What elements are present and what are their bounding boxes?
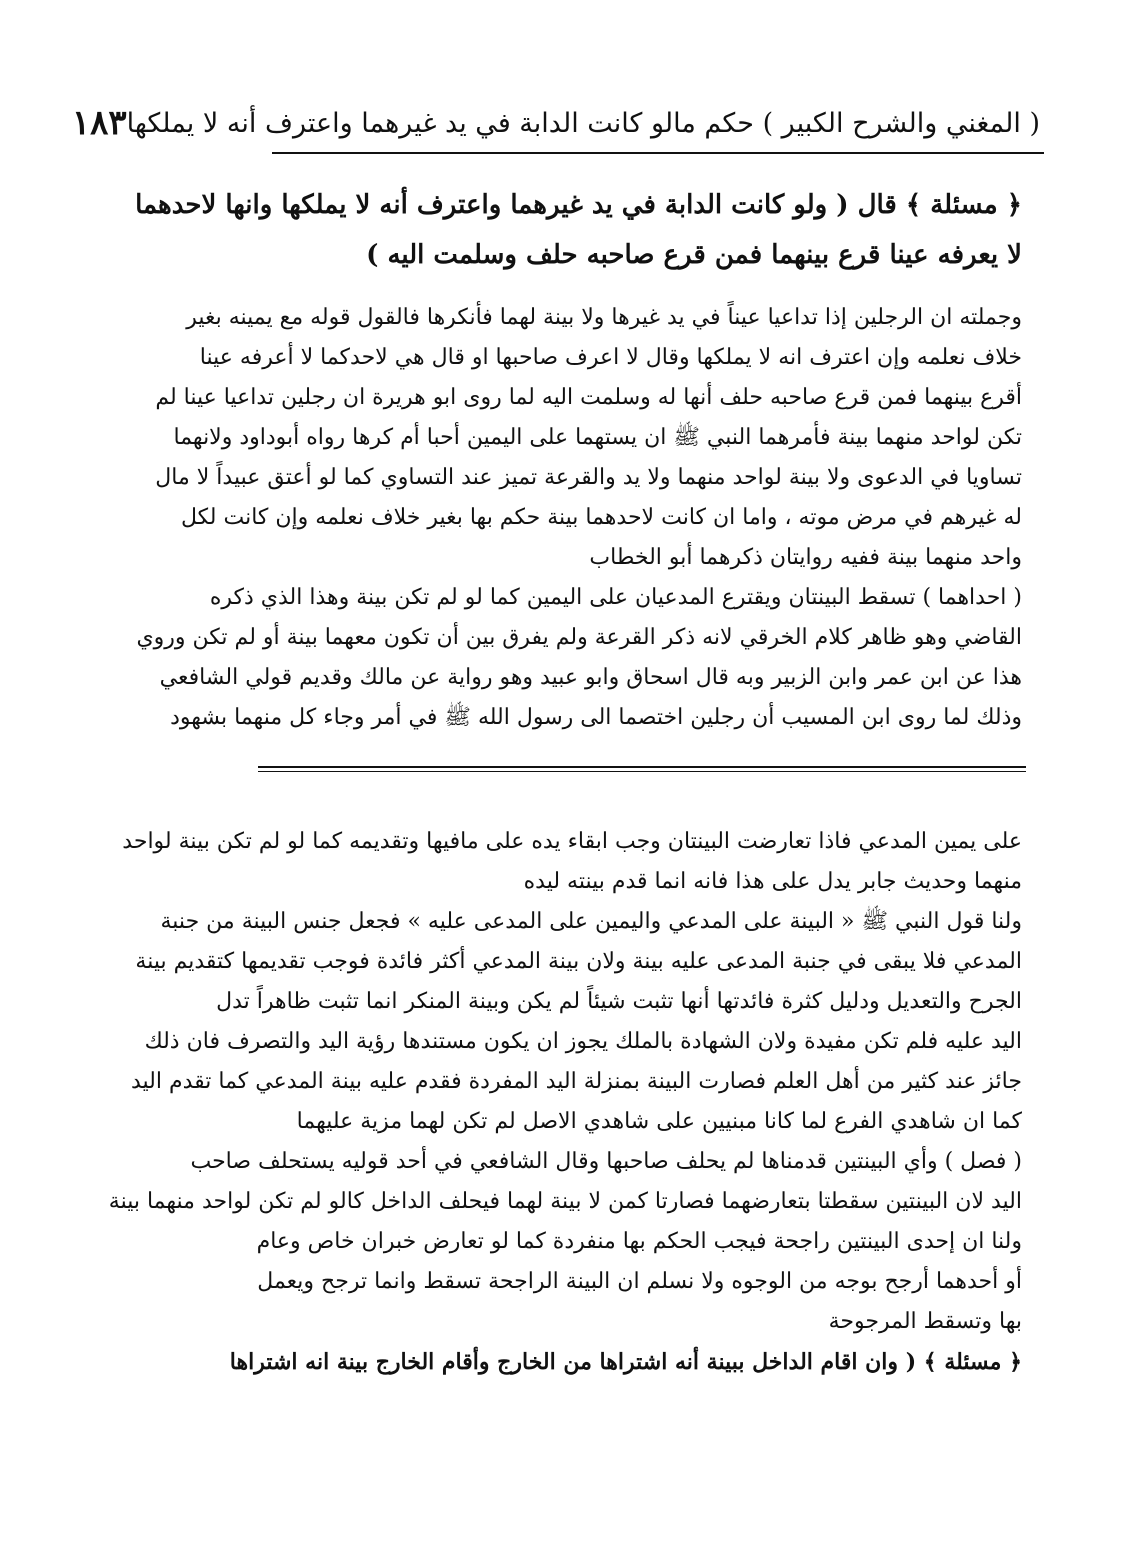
- text-line: هذا عن ابن عمر وابن الزبير وبه قال اسحاق وابو عبيد وهو رواية عن مالك وقديم قولي الشافعي: [159, 665, 1022, 690]
- main-text: [136, 298, 1022, 738]
- masala-heading: [135, 180, 1022, 280]
- text-line: له غيرهم في مرض موته ، واما ان كانت لاحدهما بينة حكم بها بغير خلاف نعلمه وإن كانت لكل: [181, 505, 1022, 530]
- text-line: أو أحدهما أرجح بوجه من الوجوه ولا نسلم ان البينة الراجحة تسقط وانما ترجح ويعمل: [257, 1269, 1022, 1294]
- text-line: ولنا قول النبي ﷺ « البينة على المدعي واليمين على المدعى عليه » فجعل جنس البينة من جنبة: [160, 909, 1022, 934]
- running-title: ( المغني والشرح الكبير ) حكم مالو كانت الدابة في يد غيرهما واعترف أنه لا يملكها: [126, 107, 1040, 139]
- text-line: اليد لان البينتين سقطتا بتعارضهما فصارتا كمن لا بينة لهما فيحلف الداخل كالو لم تكن لواحد منهما بينة: [108, 1189, 1022, 1214]
- page-header: [71, 100, 1040, 146]
- text-line: اليد عليه فلم تكن مفيدة ولان الشهادة بالملك يجوز ان يكون مستندها رؤية اليد والتصرف فان ذلك: [144, 1029, 1022, 1054]
- text-line: وجملته ان الرجلين إذا تداعيا عيناً في يد غيرها ولا بينة لهما فأنكرها فالقول قوله مع يمينه بغير: [186, 305, 1022, 330]
- next-masala-line: ﴿ مسئلة ﴾ ( وان اقام الداخل ببينة أنه اشتراها من الخارج وأقام الخارج بينة انه اشتراها: [229, 1349, 1022, 1375]
- text-line: تساويا في الدعوى ولا بينة لواحد منهما ولا يد والقرعة تميز عند التساوي كما لو أعتق عبيداً لا مال: [155, 465, 1022, 490]
- text-line: منهما وحديث جابر يدل على هذا فانه انما قدم بينته ليده: [523, 869, 1022, 894]
- text-line: تكن لواحد منهما بينة فأمرهما النبي ﷺ ان يستهما على اليمين أحبا أم كرها رواه أبوداود ولانهما: [173, 425, 1022, 450]
- text-line: بها وتسقط المرجوحة: [828, 1309, 1022, 1334]
- header-rule: [272, 152, 1044, 154]
- text-line: على يمين المدعي فاذا تعارضت البينتان وجب ابقاء يده على مافيها وتقديمه كما لو لم تكن بينة لواحد: [122, 829, 1022, 854]
- text-line: وذلك لما روى ابن المسيب أن رجلين اختصما الى رسول الله ﷺ في أمر وجاء كل منهما بشهود: [170, 705, 1022, 730]
- text-line: جائز عند كثير من أهل العلم فصارت البينة بمنزلة اليد المفردة فقدم عليه بينة المدعي كما تقدم اليد: [130, 1069, 1022, 1094]
- text-line: ( احداهما ) تسقط البينتان ويقترع المدعيان على اليمين كما لو لم تكن بينة وهذا الذي ذكره: [209, 585, 1022, 610]
- text-line: ( فصل ) وأي البينتين قدمناها لم يحلف صاحبها وقال الشافعي في أحد قوليه يستحلف صاحب: [190, 1149, 1022, 1174]
- text-line: الجرح والتعديل ودليل كثرة فائدتها أنها تثبت شيئاً لم يكن وبينة المنكر انما تثبت ظاهراً تدل: [216, 989, 1022, 1014]
- text-line: خلاف نعلمه وإن اعترف انه لا يملكها وقال لا اعرف صاحبها او قال هي لاحدكما لا أعرفه عينا: [199, 345, 1022, 370]
- text-line: واحد منهما بينة ففيه روايتان ذكرهما أبو الخطاب: [589, 545, 1022, 570]
- text-line: القاضي وهو ظاهر كلام الخرقي لانه ذكر القرعة ولم يفرق بين أن تكون معهما بينة أو لم تكن وروي: [136, 625, 1022, 650]
- commentary-text: [108, 822, 1022, 1382]
- page-number: ١٨٣: [71, 103, 127, 143]
- text-line: أقرع بينهما فمن قرع صاحبه حلف أنها له وسلمت اليه لما روى ابو هريرة ان رجلين تداعيا عينا لم: [155, 385, 1022, 410]
- heading-line: لا يعرفه عينا قرع بينهما فمن قرع صاحبه حلف وسلمت اليه ): [366, 240, 1022, 270]
- text-line: كما ان شاهدي الفرع لما كانا مبنيين على شاهدي الاصل لم تكن لهما مزية عليهما: [296, 1109, 1022, 1134]
- section-divider: [258, 766, 1026, 772]
- text-line: المدعي فلا يبقى في جنبة المدعى عليه بينة ولان بينة المدعي أكثر فائدة فوجب تقديمها كتقديم بينة: [135, 949, 1022, 974]
- text-line: ولنا ان إحدى البينتين راجحة فيجب الحكم بها منفردة كما لو تعارض خبران خاص وعام: [256, 1229, 1022, 1254]
- heading-line: ﴿ مسئلة ﴾ قال ( ولو كانت الدابة في يد غيرهما واعترف أنه لا يملكها وانها لاحدهما: [135, 190, 1022, 220]
